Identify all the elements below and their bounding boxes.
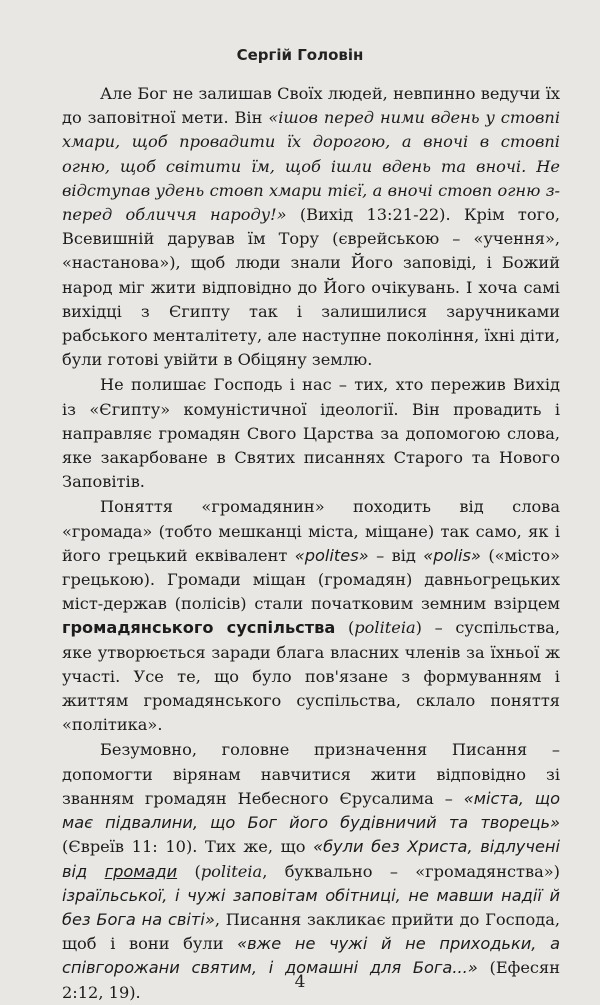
p3-text-3: («місто» грецькою). Громади міщан (громадян) давньогрецьких міст-держав (полісів) стали початковим земним взірцем [62, 545, 560, 614]
p4-quote-2b: ізраїльської, і чужі заповітам обітниці, не мавши надії й без Бога на світі» [62, 885, 560, 929]
p4-text-3: ( [177, 861, 201, 881]
p3-term-polis: «polis» [423, 545, 481, 565]
p1-text-1: Але Бог не залишав Своїх людей, невпинно ведучи їх до заповітної мети. Він [62, 84, 560, 128]
p4-text-6: (Ефесян 2:12, 19). [62, 958, 560, 1002]
p4-term-politeia: politeia [200, 861, 263, 881]
page-body [62, 82, 560, 1005]
p4-text-2: (Євреїв 11: 10). Тих же, що [62, 837, 314, 857]
p4-quote-3: «вже не чужі й не приходьки, а співгорожани святим, і домашні для Бога...» [62, 934, 560, 978]
p4-text-1: Безумовно, головне призначення Писання – допомогти вірянам навчитися жити відповідно зі званням громадян Небесного Єрусалима – [62, 740, 560, 808]
p1-scripture-quote: «ішов перед ними вдень у стовпі хмари, щоб провадити їх дорогою, а вночі в стовпі огню, щоб світити їм, щоб ішли вдень та вночі. Не відступав удень стовп хмари тієї, а вночі стовп огню з-перед обличчя народу!» [62, 108, 560, 225]
p3-text-1: Поняття «громадянин» походить від слова «громада» (тобто мешканці міста, міщане) так само, як і його грецький еквівалент [62, 497, 560, 565]
p3-term-polites: «polites» [294, 545, 369, 565]
p3-text-2: – від [368, 545, 424, 565]
p3-term-civil-society: громадянського суспільства [62, 618, 336, 638]
paragraph-4 [62, 738, 560, 1004]
p3-term-politeia: politeia [354, 618, 416, 638]
running-header-author: Сергій Головін [236, 46, 364, 64]
p4-quote-2a: «були без Христа, відлучені від [62, 837, 560, 881]
p2-text: Не полишає Господь і нас – тих, хто пережив Вихід із «Єгипту» комуністичної ідеології. Він провадить і направляє громадян Свого Царства за допомогою слова, яке закарбоване в Святих писаннях Старого та Нового Заповітів. [62, 375, 560, 492]
p3-text-4: ( [335, 618, 355, 638]
paragraph-1 [62, 82, 560, 372]
page-number: 4 [294, 972, 306, 992]
paragraph-3 [62, 495, 560, 737]
p4-underlined-term: громади [104, 861, 178, 881]
p3-text-5: ) – суспільства, яке утворюється заради блага власних членів за їхньої ж участі. Усе те, що було пов'язане з формуванням і життям громадянського суспільства, склало поняття «політика». [62, 618, 560, 735]
p4-text-5: , Писання закликає прийти до Господа, щоб і вони були [62, 909, 560, 954]
p1-text-2: (Вихід 13:21-22). Крім того, Всевишній дарував їм Тору (єврейською – «учення», «настанова»), щоб люди знали Його заповіді, і Божий народ міг жити відповідно до Його очікувань. І хоча самі вихідці з Єгипту так і залишилися заручниками рабського менталітету, але наступне покоління, їхні діти, були готові увійти в Обіцяну землю. [62, 205, 560, 370]
p4-quote-1: «міста, що має підвалини, що Бог його будівничий та творець» [62, 788, 560, 833]
p4-text-4: , буквально – «громадянства») [262, 861, 560, 881]
paragraph-2 [62, 373, 560, 494]
